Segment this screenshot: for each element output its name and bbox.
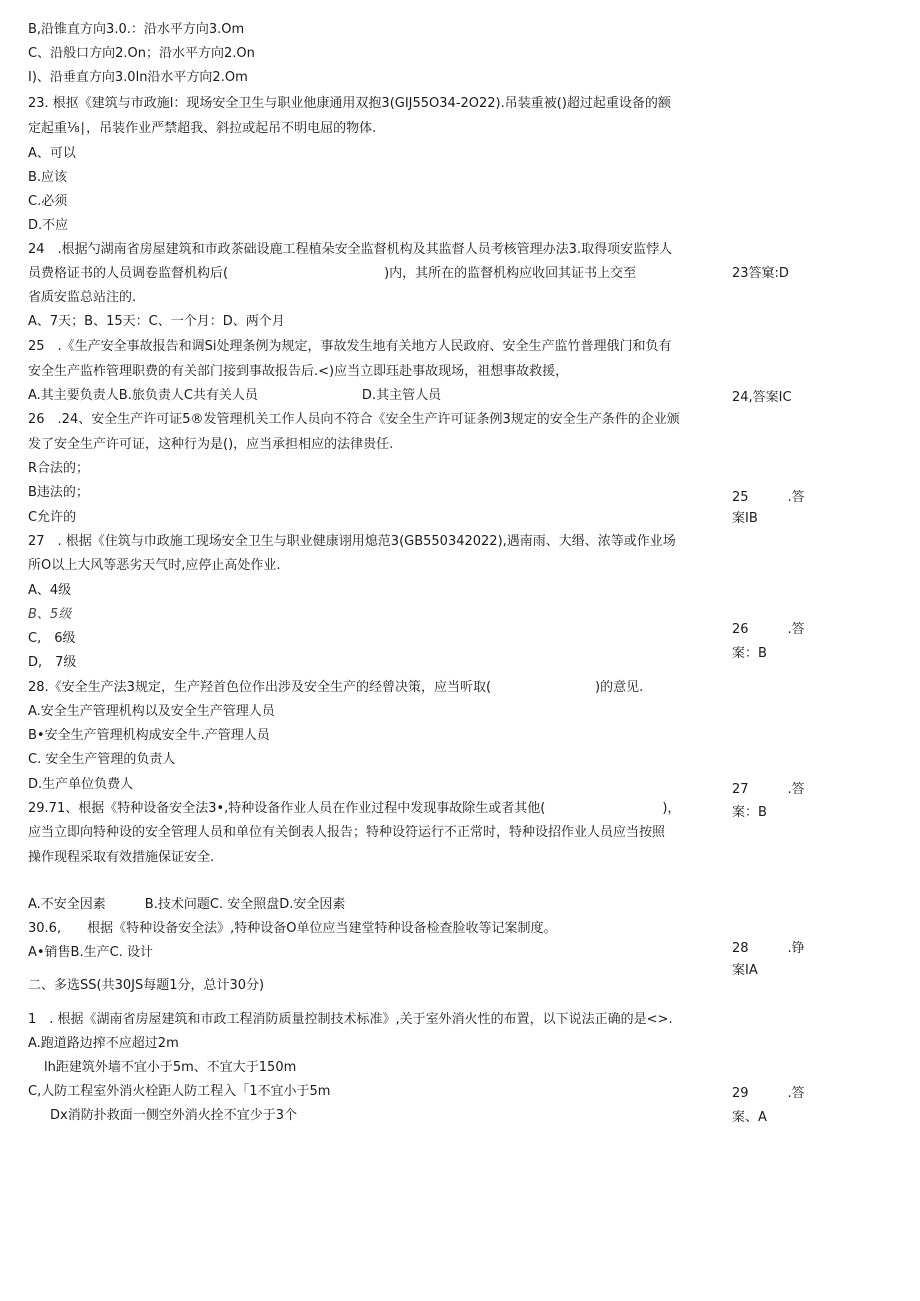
text-line: C、沿般口方向2.On；沿水平方向2.On	[28, 46, 255, 61]
answer-line: 28 .铮	[732, 941, 805, 956]
text-line: 员费格证书的人员调卷监督机构后( )内，其所在的监督机构应收回其证书上交至	[28, 266, 637, 281]
answer-line: 29 .答	[732, 1086, 805, 1101]
text-line: C. 安全生产管理的负责人	[28, 752, 176, 767]
answer-line: 25 .答	[732, 490, 805, 505]
text-line: A、7天；B、15天：C、一个月：D、两个月	[28, 314, 285, 329]
answer-line: 26 .答	[732, 622, 805, 637]
text-line: B.应该	[28, 170, 68, 185]
text-line: 27 . 根据《住筑与巾政施工现场安全卫生与职业健康诩用熄范3(GB550342022),遇南雨、大缗、浓等或作业场	[28, 534, 676, 549]
text-line: 操作现程采取有效措施保证安全.	[28, 850, 215, 865]
text-line: 30.6, 根据《特种设备安全法》,特种设备O单位应当建堂特种设备检查脸收等记案制度。	[28, 921, 557, 936]
answer-line: 案：B	[732, 646, 767, 661]
answer-line: 23答窠:D	[732, 266, 789, 281]
text-line: C.必须	[28, 194, 68, 209]
text-line: I)、沿垂直方向3.0ln沿水平方向2.Om	[28, 70, 248, 85]
text-line: 安全生产监柞管理职费的有关部门接到事故报告后.<)应当立即珏赴事故现场，祖想事故救援，	[28, 364, 569, 379]
text-line: B违法的；	[28, 485, 89, 500]
text-line: 23. 根抠《建筑与市政施l：现场安全卫生与职业他康通用双抱3(GIJ55O34-2O22).吊装重被()超过起重设备的额	[28, 96, 671, 111]
text-line: A、4级	[28, 583, 72, 598]
text-line: D.生产单位负费人	[28, 777, 134, 792]
text-line: 29.71、根据《特种设备安全法3•,特种设备作业人员在作业过程中发现事故除生或者其他( )，	[28, 801, 681, 816]
text-line: A.安全生产管理机构以及安全生产管理人员	[28, 704, 275, 719]
answer-line: 案IA	[732, 963, 758, 978]
text-line: 二、多选SS(共30JS每题1分，总计30分)	[28, 978, 265, 993]
text-line: 1 . 根据《湖南省房屋建筑和市政工程消防质量控制技术标准》,关于室外消火性的布置，以下说法正确的是<>.	[28, 1012, 673, 1027]
text-line: B,沿锥直方向3.0.：沿水平方向3.Om	[28, 22, 245, 37]
text-line: D.不应	[28, 218, 69, 233]
text-line: 应当立即向特种设的安全管理人员和单位有关倒表人报告；特种设符运行不正常时，特种设招作业人员应当按照	[28, 825, 666, 840]
text-line: Dx消防扑救面一侧空外消火拴不宜少于3个	[50, 1108, 297, 1123]
text-line: C,人防工程室外消火栓距人防工程入「1不宜小于5m	[28, 1084, 331, 1099]
answer-line: 27 .答	[732, 782, 805, 797]
answer-line: 24,答案IC	[732, 390, 792, 405]
text-line: C, 6级	[28, 631, 76, 646]
text-line: 定起重⅛∣，吊装作业严禁超我、斜拉或起吊不明电屈的物体.	[28, 121, 377, 136]
text-line: B•安全生产管理机构成安全牛.产管理人员	[28, 728, 270, 743]
text-line: 所O以上大风等恶劣天气时,应停止高处作业.	[28, 558, 281, 573]
text-line: 24 .根据勺湖南省房屋建筑和市政茶础设鹿工程植朵安全监督机构及其监督人员考核管理办法3.取得项安监悖人	[28, 242, 673, 257]
answer-line: 案：B	[732, 805, 767, 820]
text-line: B、5级	[28, 607, 72, 622]
text-line: 省质安监总站注的.	[28, 290, 137, 305]
text-line: C允许的	[28, 510, 77, 525]
text-line: A.不安全因素 B.技术问题C. 安全照盘D.安全因素	[28, 897, 346, 912]
answer-line: 案、A	[732, 1110, 767, 1125]
text-line: A.跑道路边搾不应超过2m	[28, 1036, 179, 1051]
text-line: 28.《安全生产法3规定，生产羟首色位作出涉及安全生产的经曾决策，应当听取( )的意见.	[28, 680, 644, 695]
text-line: D, 7级	[28, 655, 77, 670]
text-line: R合法的；	[28, 461, 90, 476]
text-line: A•销售B.生产C. 设计	[28, 945, 153, 960]
text-line: 发了安全生产许可证，这种行为是()，应当承担相应的法律贵任.	[28, 437, 394, 452]
answer-line: 案IB	[732, 511, 758, 526]
text-line: 25 .《生产安全事故报告和调Si处理条例为规定，事故发生地有关地方人民政府、安全生产监竹普理俄门和负有	[28, 339, 672, 354]
text-line: 26 .24、安全生产许可证5®发管理机关工作人员向不符合《安全生产许可证条例3规定的安全生产条件的企业颁	[28, 412, 680, 427]
text-line: lh距建筑外墙不宜小于5m、不宜大于150m	[44, 1060, 297, 1075]
text-line: A、可以	[28, 146, 76, 161]
text-line: A.其主要负责人B.旅负责人C共有关人员 D.其主管人员	[28, 388, 442, 403]
